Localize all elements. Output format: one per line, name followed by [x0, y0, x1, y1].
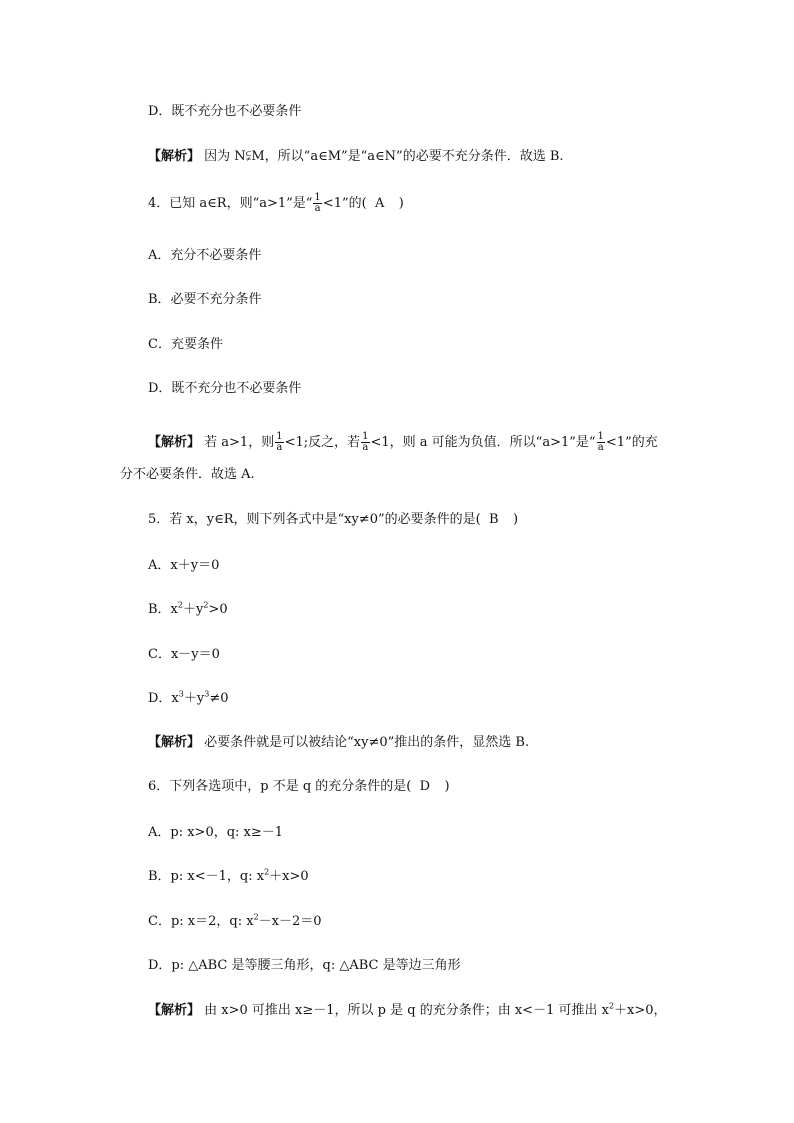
- option-text: －x－2＝0: [258, 914, 322, 929]
- analysis-text: ＋x>0，: [614, 1003, 667, 1018]
- fraction-denominator: a: [314, 203, 321, 214]
- q5-option-c: C．x－y＝0: [148, 647, 220, 662]
- fraction: [597, 432, 605, 453]
- stem-close: ): [444, 779, 450, 794]
- analysis-text: 由 x>0 可推出 x≥－1，所以 p 是 q 的充分条件；由 x<－1 可推出 x: [200, 1003, 609, 1018]
- fraction-denominator: a: [597, 442, 604, 453]
- fraction-denominator: a: [276, 442, 283, 453]
- stem-text: 5．若 x，y∈R，则下列各式中是“xy≠0”的必要条件的是(: [148, 512, 481, 527]
- q4-analysis-line1: [148, 432, 658, 453]
- stem-close: ): [398, 196, 404, 211]
- option-text: ＋x>0: [269, 869, 309, 884]
- q4-analysis-line2: 分不必要条件．故选 A.: [120, 467, 255, 482]
- analysis-text: <1”的充: [605, 435, 658, 450]
- q4-option-a: A．充分不必要条件: [148, 248, 262, 263]
- stem-text: 6．下列各选项中，p 不是 q 的充分条件的是(: [148, 779, 412, 794]
- analysis-text: 因为 N⫋M，所以“a∈M”是“a∈N”的必要不充分条件．故选 B.: [200, 149, 564, 164]
- option-text: B．p: x<－1，q: x: [148, 869, 265, 884]
- q5-option-a: A．x＋y＝0: [148, 558, 220, 573]
- answer: B: [488, 512, 501, 527]
- analysis-text: 若 a>1，则: [200, 435, 275, 450]
- q6-option-a: A．p: x>0，q: x≥－1: [148, 825, 284, 840]
- option-text: ＋y: [182, 602, 204, 617]
- analysis-label: 【解析】: [148, 435, 201, 450]
- analysis-text: 必要条件就是可以被结论“xy≠0”推出的条件，显然选 B.: [200, 735, 530, 750]
- q6-option-d: D．p: △ABC 是等腰三角形，q: △ABC 是等边三角形: [148, 958, 461, 973]
- option-text: B．x: [148, 602, 178, 617]
- fraction-numerator: 1: [314, 192, 321, 203]
- option-text: ≠0: [209, 691, 229, 706]
- q4-option-c: C．充要条件: [148, 337, 223, 352]
- analysis-label: 【解析】: [148, 735, 201, 750]
- exponent: 2: [177, 600, 183, 610]
- analysis-text: <1;反之，若: [284, 435, 361, 450]
- exponent: 2: [203, 600, 209, 610]
- analysis-text: <1，则 a 可能为负值．所以“a>1”是“: [370, 435, 596, 450]
- stem-close: ): [512, 512, 519, 527]
- q5-analysis: [148, 734, 529, 752]
- q3-analysis: [148, 148, 564, 166]
- analysis-label: 【解析】: [148, 1003, 201, 1018]
- q5-option-b: [148, 601, 228, 619]
- answer: A: [374, 196, 387, 211]
- fraction-denominator: a: [362, 442, 369, 453]
- stem-text: <1”的(: [322, 196, 367, 211]
- option-text: >0: [208, 602, 228, 617]
- fraction-numerator: 1: [276, 431, 283, 442]
- q3-option-d: D．既不充分也不必要条件: [148, 104, 302, 119]
- exponent: 3: [178, 689, 184, 699]
- option-text: D．x: [148, 691, 179, 706]
- q6-stem: [148, 778, 450, 796]
- q4-stem: [148, 193, 404, 214]
- fraction-numerator: 1: [597, 431, 604, 442]
- q5-stem: [148, 511, 518, 529]
- q6-option-b: [148, 868, 309, 886]
- exponent: 2: [253, 912, 259, 922]
- fraction: [313, 193, 321, 214]
- option-text: C．p: x＝2，q: x: [148, 914, 254, 929]
- q6-analysis: [148, 1002, 667, 1020]
- exponent: 3: [204, 689, 210, 699]
- fraction-numerator: 1: [362, 431, 369, 442]
- answer: D: [419, 779, 433, 794]
- q5-option-d: [148, 690, 228, 708]
- fraction: [275, 432, 283, 453]
- q6-option-c: [148, 913, 322, 931]
- q4-option-d: D．既不充分也不必要条件: [148, 381, 302, 396]
- analysis-label: 【解析】: [148, 149, 201, 164]
- option-text: ＋y: [183, 691, 205, 706]
- exponent: 2: [608, 1001, 615, 1011]
- stem-text: 4．已知 a∈R，则“a>1”是“: [148, 196, 313, 211]
- fraction: [361, 432, 369, 453]
- exponent: 2: [264, 867, 270, 877]
- q4-option-b: B．必要不充分条件: [148, 292, 262, 307]
